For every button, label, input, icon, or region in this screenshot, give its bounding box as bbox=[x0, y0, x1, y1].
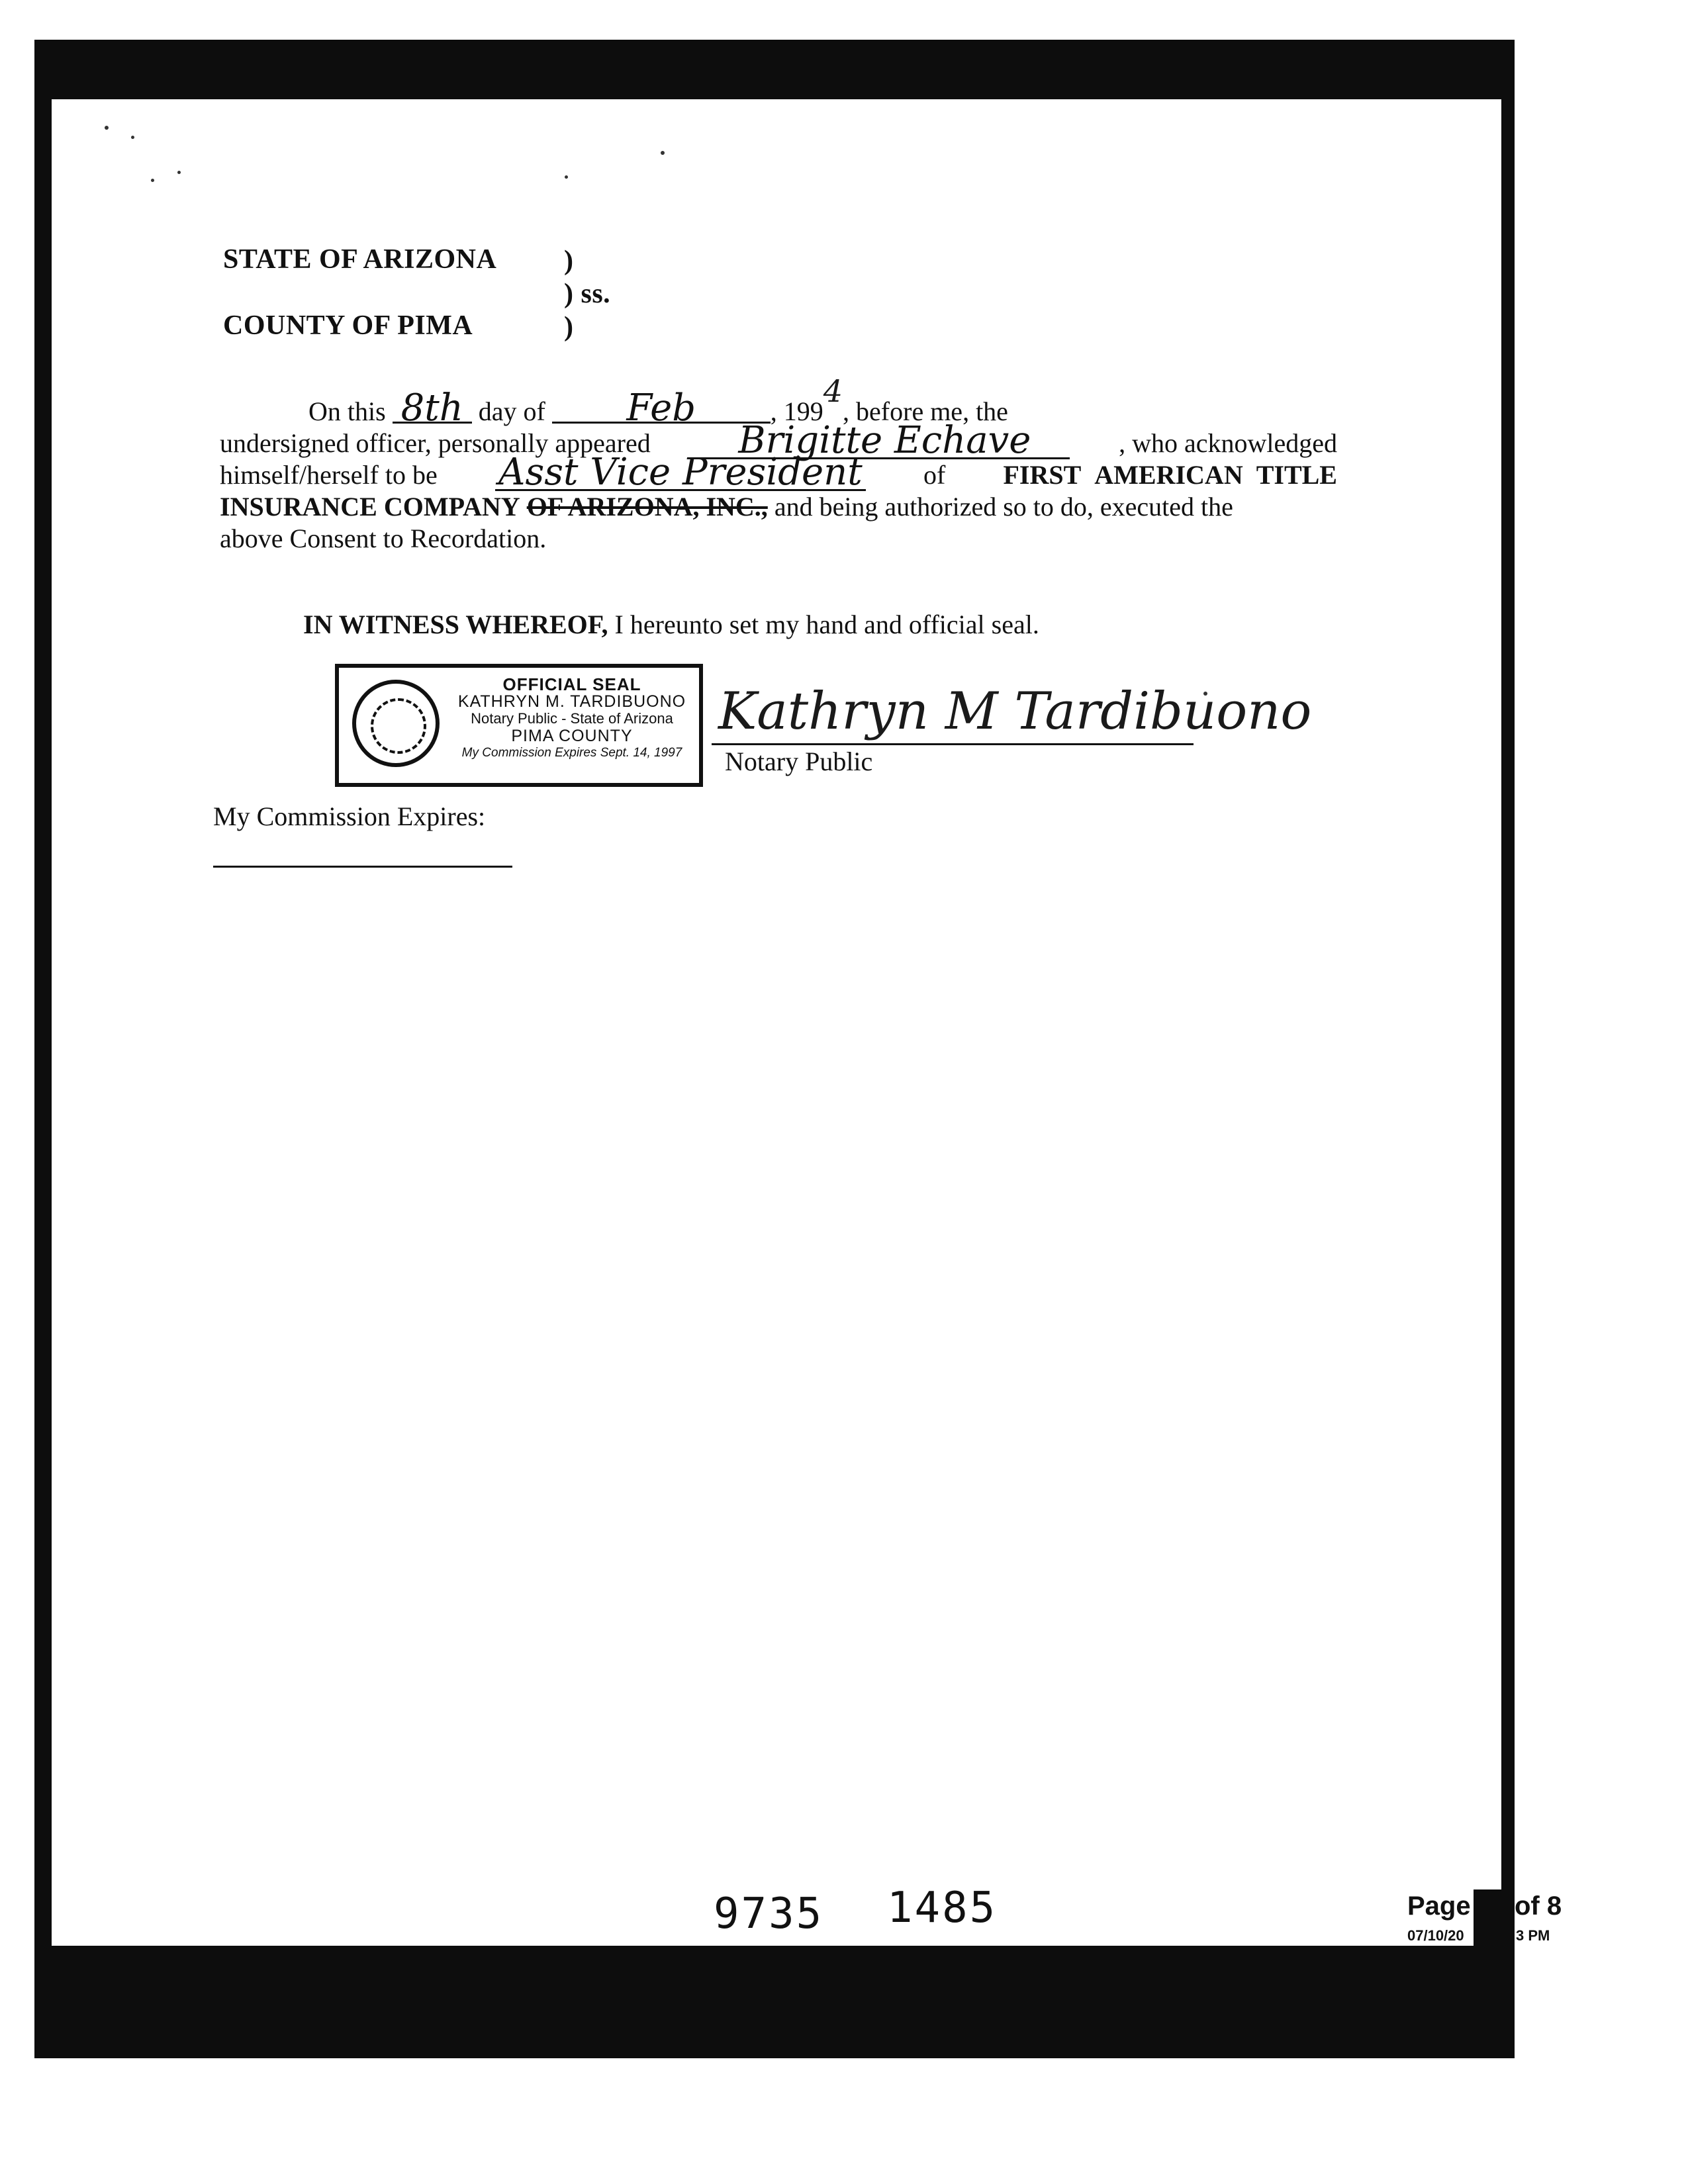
ack-himself-herself: himself/herself to be bbox=[220, 460, 438, 490]
witness-line bbox=[303, 608, 1039, 642]
ack-before-me: , before me, the bbox=[843, 396, 1008, 426]
scan-speck bbox=[151, 179, 154, 182]
seal-county: PIMA COUNTY bbox=[511, 727, 633, 745]
seal-notary-state: Notary Public - State of Arizona bbox=[471, 710, 673, 727]
ack-authorized: and being authorized so to do, executed the bbox=[774, 492, 1233, 522]
company-struck-text: OF ARIZONA, INC., bbox=[526, 492, 768, 522]
witness-rest: I hereunto set my hand and official seal. bbox=[614, 610, 1039, 639]
ack-of: of bbox=[923, 460, 946, 490]
ack-line-4 bbox=[220, 491, 1337, 523]
scan-speck bbox=[131, 136, 134, 139]
seal-notary-name: KATHRYN M. TARDIBUONO bbox=[457, 692, 686, 711]
scan-speck bbox=[661, 151, 665, 155]
witness-lead: IN WITNESS WHEREOF, bbox=[303, 610, 608, 639]
venue-state: STATE OF ARIZONA bbox=[223, 244, 497, 275]
commission-blank-line bbox=[213, 866, 512, 868]
title-field: Asst Vice President bbox=[495, 459, 866, 491]
ack-appeared: undersigned officer, personally appeared bbox=[220, 428, 651, 458]
ack-line-3 bbox=[220, 451, 1337, 494]
person-field: Brigitte Echave bbox=[699, 428, 1070, 459]
venue-paren-ss: ) ss. bbox=[564, 279, 611, 309]
notary-caption: Notary Public bbox=[725, 747, 873, 776]
scan-speck bbox=[105, 126, 109, 130]
page-date: 07/10/20 bbox=[1407, 1927, 1464, 1944]
document-page bbox=[52, 99, 1501, 1946]
recording-book-number: 9735 bbox=[714, 1889, 824, 1938]
venue-county: COUNTY OF PIMA bbox=[223, 310, 473, 341]
ack-year-prefix: , 199 bbox=[770, 396, 823, 426]
seal-expiration: My Commission Expires Sept. 14, 1997 bbox=[461, 746, 682, 760]
scan-edge-occlusion bbox=[1474, 1889, 1513, 1956]
recording-page-number: 1485 bbox=[887, 1884, 998, 1933]
year-digit-field: 4 bbox=[823, 373, 843, 409]
state-seal-emblem bbox=[352, 680, 440, 767]
notary-signature: Kathryn M Tardibuono bbox=[718, 682, 1312, 741]
day-field: 8th bbox=[393, 395, 472, 424]
page-time: 3 PM bbox=[1516, 1927, 1550, 1944]
ack-on-this: On this bbox=[308, 396, 386, 426]
month-field: Feb bbox=[552, 395, 771, 424]
company-first-line: FIRST AMERICAN TITLE bbox=[1003, 460, 1337, 490]
company-second-line: INSURANCE COMPANY bbox=[220, 492, 520, 522]
seal-text bbox=[450, 676, 694, 762]
seal-title: OFFICIAL SEAL bbox=[502, 674, 641, 694]
official-seal bbox=[335, 664, 703, 787]
acknowledgment-paragraph bbox=[220, 373, 1337, 555]
ack-who-acknowledged: , who acknowledged bbox=[1119, 428, 1337, 458]
scan-speck bbox=[177, 171, 181, 174]
page-label: Page bbox=[1407, 1891, 1471, 1921]
venue-paren-1: ) bbox=[564, 246, 574, 276]
scan-speck bbox=[565, 175, 568, 179]
venue-paren-3: ) bbox=[564, 312, 574, 342]
page-total: of 8 bbox=[1515, 1891, 1562, 1921]
ack-line-5: above Consent to Recordation. bbox=[220, 523, 547, 553]
commission-label: My Commission Expires: bbox=[213, 801, 486, 831]
ack-day-of: day of bbox=[478, 396, 545, 426]
